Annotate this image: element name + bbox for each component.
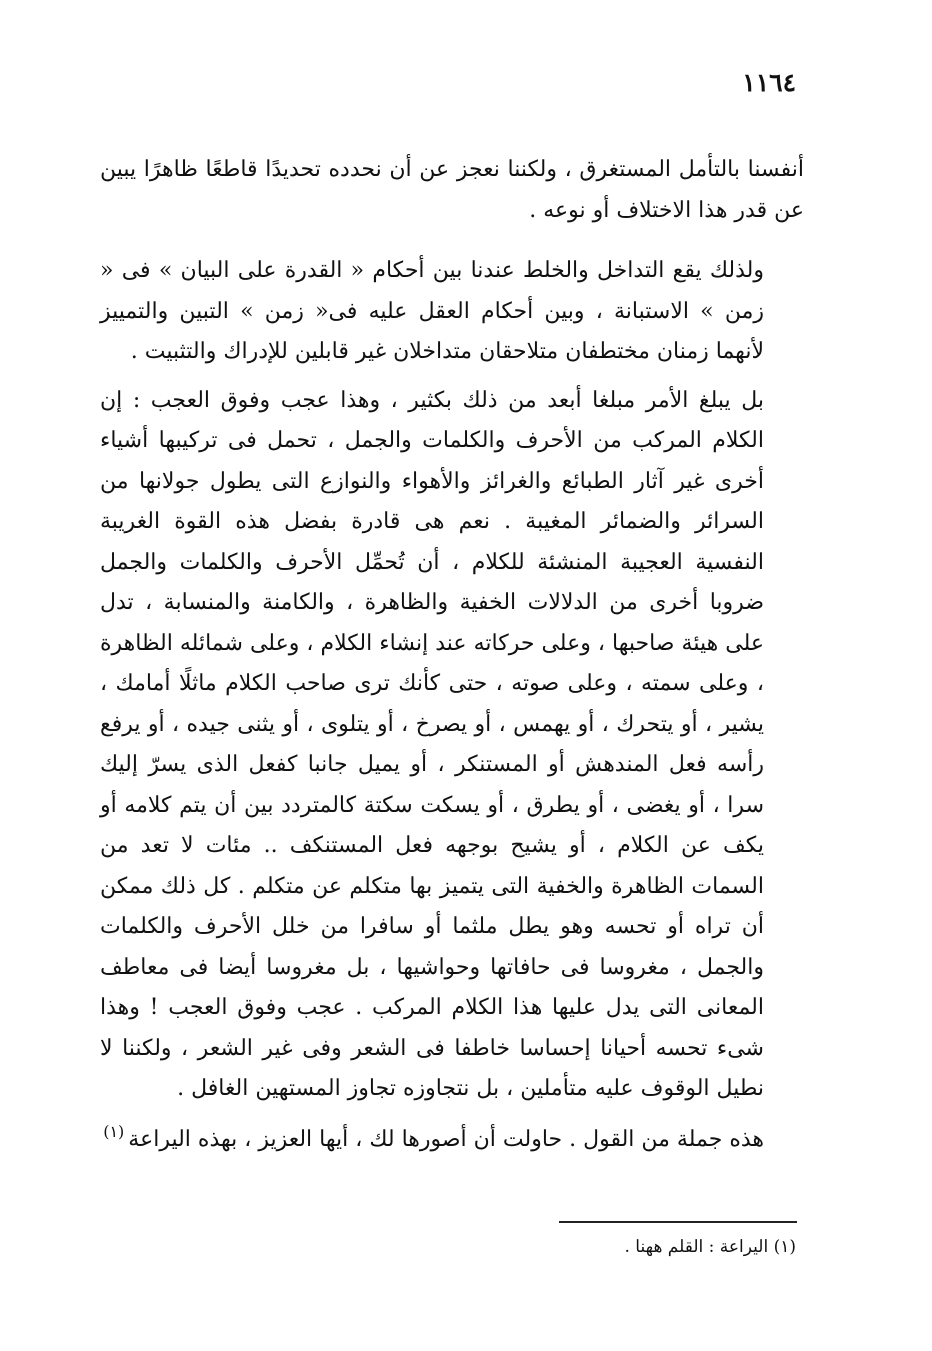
footnote-divider: [559, 1221, 797, 1223]
paragraph-1: أنفسنا بالتأمل المستغرق ، ولكننا نعجز عن أن نحدده تحديدًا قاطعًا ظاهرًا يبين عن قدر هذا الاختلاف أو نوعه .: [100, 157, 804, 223]
paragraph-2: ولذلك يقع التداخل والخلط عندنا بين أحكام « القدرة على البيان » فى « زمن » الاستبانة ، وبين أحكام العقل عليه فى« زمن » التبين والتمييز لأنهما زمنان مختطفان متلاحقان متداخلان غير قابلين للإدراك والتثبيت .: [100, 258, 764, 364]
page-number: ١١٦٤: [742, 68, 796, 97]
footnote-reference: (١): [103, 1122, 125, 1142]
footnote: (١) اليراعة : القلم ههنا .: [624, 1237, 796, 1257]
body-text: [100, 150, 804, 1160]
paragraph-4: [100, 1120, 804, 1161]
paragraph-3: بل يبلغ الأمر مبلغا أبعد من ذلك بكثير ، وهذا عجب وفوق العجب : إن الكلام المركب من الأحرف والكلمات والجمل ، تحمل فى تركيبها أشياء أخرى غير آثار الطبائع والغرائز والأهواء والنوازع التى يطول جولانها من السرائر والضمائر المغيبة . نعم هى قادرة بفضل هذه القوة الغريبة النفسية العجيبة المنشئة للكلام ، أن تُحمِّل الأحرف والكلمات والجمل ضروبا أخرى من الدلالات الخفية والظاهرة ، والكامنة والمنسابة ، تدل على هيئة صاحبها ، وعلى حركاته عند إنشاء الكلام ، وعلى شمائله الظاهرة ، وعلى سمته ، وعلى صوته ، حتى كأنك ترى صاحب الكلام ماثلًا أمامك ، يشير ، أو يتحرك ، أو يهمس ، أو يصرخ ، أو يتلوى ، أو يثنى جيده ، أو يرفع رأسه فعل المندهش أو المستنكر ، أو يميل جانبا كفعل الذى يسرّ إليك سرا ، أو يغضى ، أو يطرق ، أو يسكت سكتة كالمتردد بين أن يتم كلامه أو يكف عن الكلام ، أو يشيح بوجهه فعل المستنكف .. مئات لا تعد من السمات الظاهرة والخفية التى يتميز بها متكلم عن متكلم . كل ذلك ممكن أن تراه أو تحسه وهو يطل ملثما أو سافرا من خلل الأحرف والكلمات والجمل ، مغروسا فى حافاتها وحواشيها ، بل مغروسا أيضا فى معاطف المعانى التى يدل عليها هذا الكلام المركب . عجب وفوق العجب ! وهذا شىء تحسه أحيانا إحساسا خاطفا فى الشعر وفى غير الشعر ، ولكننا لا نطيل الوقوف عليه متأملين ، بل نتجاوزه تجاوز المستهين الغافل .: [100, 387, 765, 1101]
paragraph-4-text: هذه جملة من القول . حاولت أن أصورها لك ، أيها العزيز ، بهذه اليراعة: [128, 1126, 764, 1152]
